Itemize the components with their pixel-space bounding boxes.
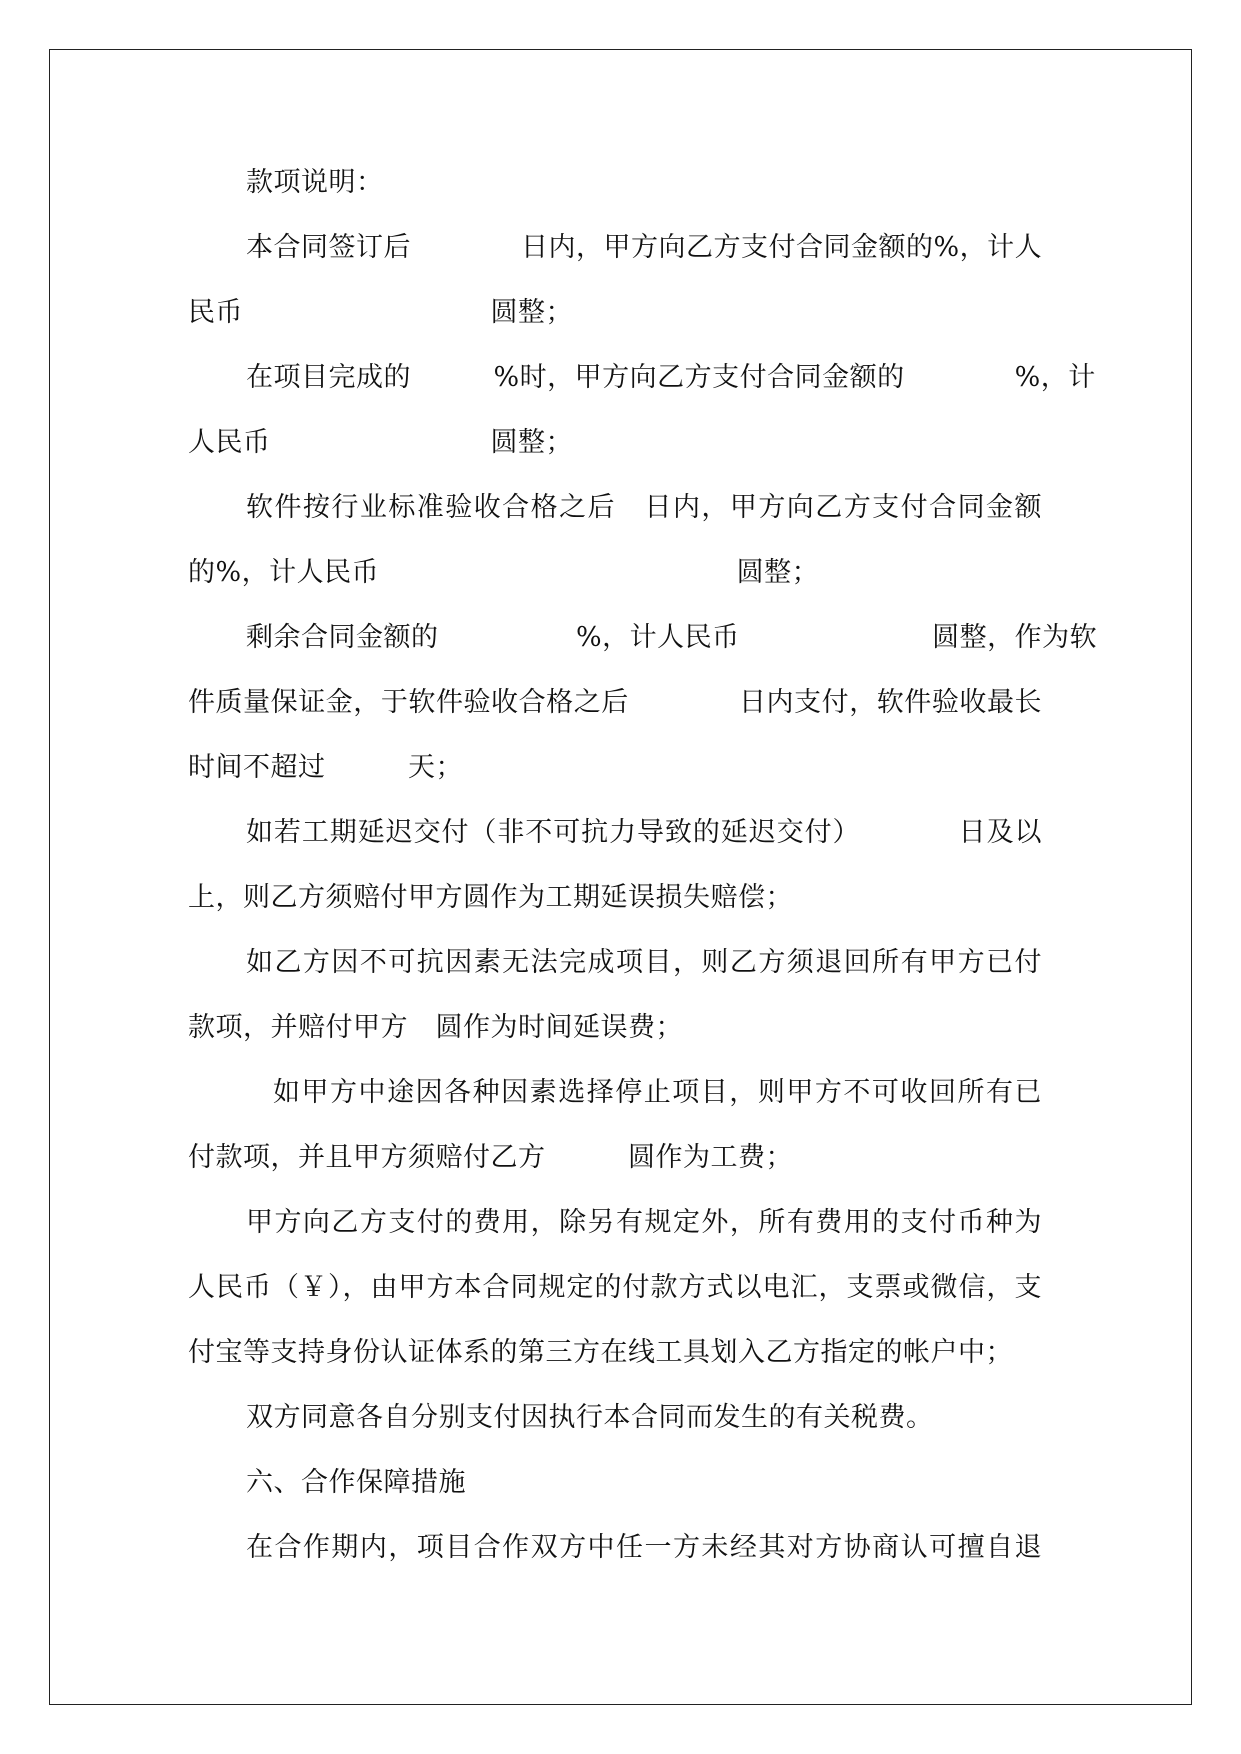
text-line-termination-clause-cont: 付款项，并且甲方须赔付乙方 圆作为工费；: [188, 1142, 793, 1173]
text-line-remaining-payment: 剩余合同金额的 %，计人民币 圆整，作为软: [246, 622, 1098, 653]
text-line-progress-payment-cont: 人民币 圆整；: [188, 427, 573, 458]
text-line-payment-heading: 款项说明：: [246, 167, 384, 198]
text-line-currency-clause-end: 付宝等支持身份认证体系的第三方在线工具划入乙方指定的帐户中；: [188, 1337, 1013, 1368]
section-heading-cooperation-guarantee: 六、合作保障措施: [246, 1467, 466, 1498]
text-line-currency-clause-cont: 人民币（￥），由甲方本合同规定的付款方式以电汇，支票或微信，支: [188, 1272, 1042, 1303]
text-line-force-majeure-clause: 如乙方因不可抗因素无法完成项目，则乙方须退回所有甲方已付: [246, 947, 1042, 978]
text-line-delay-clause-cont: 上，则乙方须赔付甲方圆作为工期延误损失赔偿；: [188, 882, 793, 913]
text-line-first-payment: 本合同签订后 日内，甲方向乙方支付合同金额的%，计人: [246, 232, 1043, 263]
text-line-acceptance-payment: 软件按行业标准验收合格之后 日内，甲方向乙方支付合同金额: [246, 492, 1042, 523]
text-line-acceptance-payment-cont: 的%，计人民币 圆整；: [188, 557, 820, 588]
text-line-progress-payment: 在项目完成的 %时，甲方向乙方支付合同金额的 %，计: [246, 362, 1096, 393]
text-line-cooperation-clause: 在合作期内，项目合作双方中任一方未经其对方协商认可擅自退: [246, 1532, 1042, 1563]
text-line-termination-clause: 如甲方中途因各种因素选择停止项目，则甲方不可收回所有已: [273, 1077, 1042, 1108]
text-line-remaining-payment-cont: 件质量保证金，于软件验收合格之后 日内支付，软件验收最长: [188, 687, 1042, 718]
text-line-tax-clause: 双方同意各自分别支付因执行本合同而发生的有关税费。: [246, 1402, 934, 1433]
text-line-first-payment-cont: 民币 圆整；: [188, 297, 573, 328]
text-line-remaining-payment-end: 时间不超过 天；: [188, 752, 463, 783]
text-line-delay-clause: 如若工期延迟交付（非不可抗力导致的延迟交付） 日及以: [246, 817, 1042, 848]
text-line-currency-clause: 甲方向乙方支付的费用，除另有规定外，所有费用的支付币种为: [246, 1207, 1042, 1238]
text-line-force-majeure-clause-cont: 款项，并赔付甲方 圆作为时间延误费；: [188, 1012, 683, 1043]
